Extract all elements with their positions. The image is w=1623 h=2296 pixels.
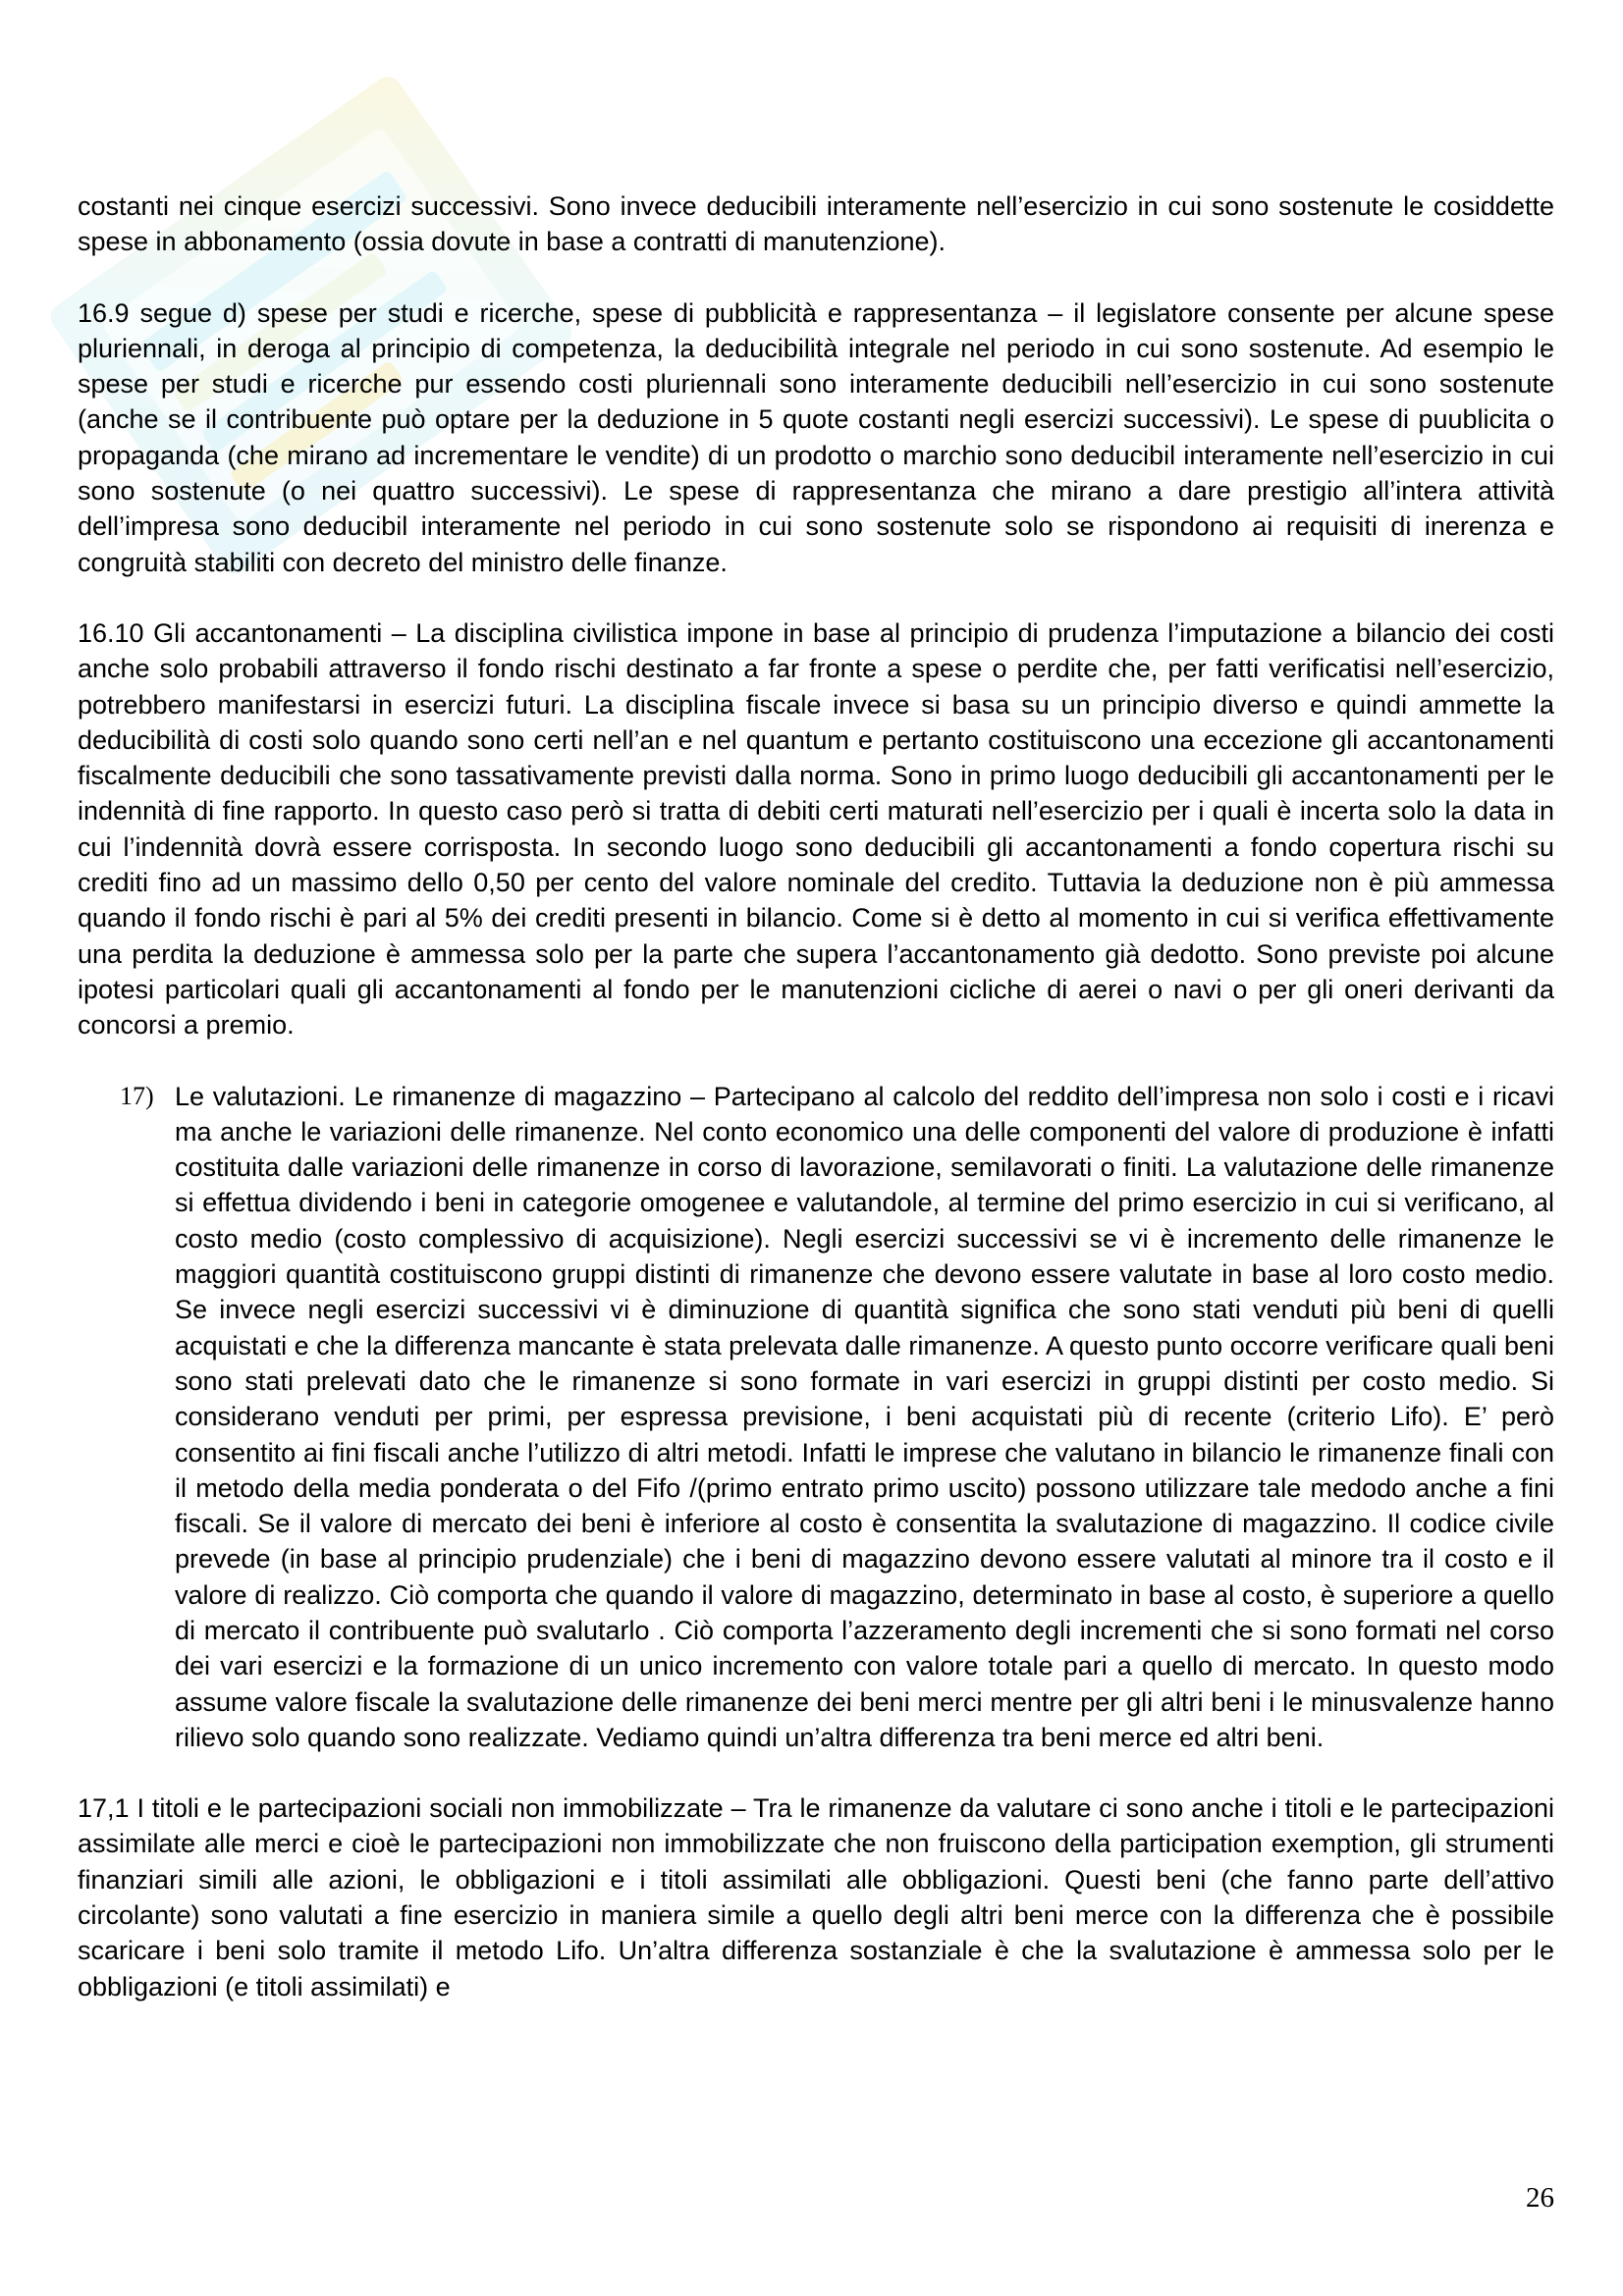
- paragraph-17-1: 17,1 I titoli e le partecipazioni sociali non immobilizzate – Tra le rimanenze da valutare ci sono anche i titoli e le partecipazioni assimilate alle merci e cioè le partecipazioni non immobilizzate che non fruiscono della participation exemption, gli strumenti finanziari simili alle azioni, le obbligazioni e i titoli assimilati alle obbligazioni. Questi beni (che fanno parte dell’attivo circolante) sono valutati a fine esercizio in maniera simile a quello degli altri beni merce con la differenza che è possibile scaricare i beni solo tramite il metodo Lifo. Un’altra differenza sostanziale è che la svalutazione è ammessa solo per le obbligazioni (e titoli assimilati) e: [78, 1793, 1554, 2002]
- document-body: [78, 188, 1554, 2040]
- item-text: Le valutazioni. Le rimanenze di magazzino – Partecipano al calcolo del reddito dell’impresa non solo i costi e i ricavi ma anche le variazioni delle rimanenze. Nel conto economico una delle componenti del valore di produzione è infatti costituita dalle variazioni delle rimanenze in corso di lavorazione, semilavorati o finiti. La valutazione delle rimanenze si effettua dividendo i beni in categorie omogenee e valutandole, al termine del primo esercizio in cui si verificano, al costo medio (costo complessivo di acquisizione). Negli esercizi successivi se vi è incremento delle rimanenze le maggiori quantità costituiscono gruppi distinti di rimanenze che devono essere valutate in base al loro costo medio. Se invece negli esercizi successivi vi è diminuzione di quantità significa che sono stati venduti più beni di quelli acquistati e che la differenza mancante è stata prelevata dalle rimanenze. A questo punto occorre verificare quali beni sono stati prelevati dato che le rimanenze si sono formate in vari esercizi in gruppi distinti per costo medio. Si considerano venduti per primi, per espressa previsione, i beni acquistati più di recente (criterio Lifo). E’ però consentito ai fini fiscali anche l’utilizzo di altri metodi. Infatti le imprese che valutano in bilancio le rimanenze finali con il metodo della media ponderata o del Fifo /(primo entrato primo uscito) possono utilizzare tale medodo anche a fini fiscali. Se il valore di mercato dei beni è inferiore al costo è consentita la svalutazione di magazzino. Il codice civile prevede (in base al principio prudenziale) che i beni di magazzino devono essere valutati al minore tra il costo e il valore di realizzo. Ciò comporta che quando il valore di magazzino, determinato in base al costo, è superiore a quello di mercato il contribuente può svalutarlo . Ciò comporta l’azzeramento degli incrementi che si sono formati nel corso dei vari esercizi e la formazione di un unico incremento con valore totale pari a quello di mercato. In questo modo assume valore fiscale la svalutazione delle rimanenze dei beni merci mentre per gli altri beni i le minusvalenze hanno rilievo solo quando sono realizzate. Vediamo quindi un’altra differenza tra beni merce ed altri beni.: [175, 1081, 1554, 1752]
- paragraph-16-10: 16.10 Gli accantonamenti – La disciplina civilistica impone in base al principio di prudenza l’imputazione a bilancio dei costi anche solo probabili attraverso il fondo rischi destinato a far fronte a spese o perdite che, per fatti verificatisi nell’esercizio, potrebbero manifestarsi in esercizi futuri. La disciplina fiscale invece si basa su un principio diverso e quindi ammette la deducibilità di costi solo quando sono certi nell’an e nel quantum e pertanto costituiscono una eccezione gli accantonamenti fiscalmente deducibili che sono tassativamente previsti dalla norma. Sono in primo luogo deducibili gli accantonamenti per le indennità di fine rapporto. In questo caso però si tratta di debiti certi maturati nell’esercizio per i quali è incerta solo la data in cui l’indennità dovrà essere corrisposta. In secondo luogo sono deducibili gli accantonamenti a fondo copertura rischi su crediti fino ad un massimo dello 0,50 per cento del valore nominale del credito. Tuttavia la deduzione non è più ammessa quando il fondo rischi è pari al 5% dei crediti presenti in bilancio. Come si è detto al momento in cui si verifica effettivamente una perdita la deduzione è ammessa solo per la parte che supera l’accantonamento già dedotto. Sono previste poi alcune ipotesi particolari quali gli accantonamenti al fondo per le manutenzioni cicliche di aerei o navi o per gli oneri derivanti da concorsi a premio.: [78, 617, 1554, 1041]
- numbered-item-17: [78, 1079, 1554, 1756]
- paragraph-16-9: 16.9 segue d) spese per studi e ricerche, spese di pubblicità e rappresentanza – il legislatore consente per alcune spese pluriennali, in deroga al principio di competenza, la deducibilità integrale nel periodo in cui sono sostenute. Ad esempio le spese per studi e ricerche pur essendo costi pluriennali sono interamente deducibili nell’esercizio in cui sono sostenute (anche se il contribuente può optare per la deduzione in 5 quote costanti negli esercizi successivi). Le spese di puublicita o propaganda (che mirano ad incrementare le vendite) di un prodotto o marchio sono deducibil interamente nell’esercizio in cui sono sostenute (o nei quattro successivi). Le spese di rappresentanza che mirano a dare prestigio all’intera attività dell’impresa sono deducibil interamente nel periodo in cui sono sostenute solo se rispondono ai requisiti di inerenza e congruità stabiliti con decreto del ministro delle finanze.: [78, 297, 1554, 577]
- item-number: 17): [120, 1081, 154, 1110]
- page-number: 26: [1526, 2182, 1554, 2214]
- paragraph-intro: costanti nei cinque esercizi successivi. Sono invece deducibili interamente nell’esercizio in cui sono sostenute le cosiddette spese in abbonamento (ossia dovute in base a contratti di manutenzione).: [78, 191, 1554, 257]
